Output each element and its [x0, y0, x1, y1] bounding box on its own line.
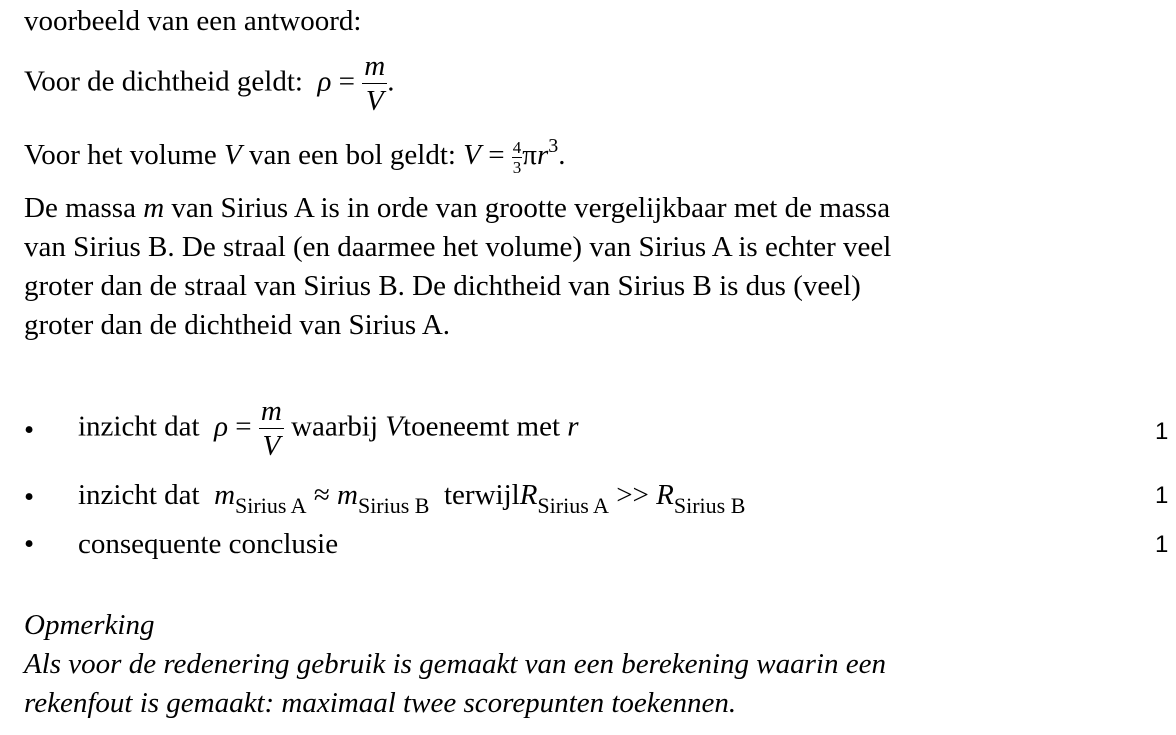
subscript: Sirius A: [537, 493, 609, 518]
subscript: Sirius B: [673, 493, 746, 518]
volume-var: V: [385, 410, 404, 443]
equals-sign: =: [235, 410, 252, 443]
criterion-1: [78, 397, 579, 461]
fraction-denominator: V: [362, 83, 387, 116]
volume-mid: van een bol geldt:: [249, 139, 456, 171]
rho-symbol: ρ: [317, 65, 332, 98]
paragraph-line-2: van Sirius B. De straal (en daarmee het volume) van Sirius A is echter veel: [24, 231, 892, 263]
fraction-numerator: m: [364, 50, 386, 82]
bullet-1: •: [24, 414, 35, 446]
equals-sign: =: [488, 139, 505, 171]
period: .: [387, 65, 395, 98]
pi-symbol: π: [522, 139, 537, 171]
paragraph-line-1: [24, 191, 890, 226]
criterion-text: inzicht dat: [78, 410, 200, 443]
mass-var: m: [337, 479, 358, 511]
criterion-2: [78, 478, 746, 518]
radius-var: R: [656, 479, 674, 511]
exponent: 3: [548, 135, 559, 157]
subscript: Sirius A: [235, 493, 307, 518]
intro-label: voorbeeld van een antwoord:: [24, 5, 362, 37]
remark-line-1: Als voor de redenering gebruik is gemaakt van een berekening waarin een: [24, 648, 886, 680]
density-fraction: [362, 52, 387, 116]
density-prefix: Voor de dichtheid geldt:: [24, 65, 303, 98]
paragraph-line-4: groter dan de dichtheid van Sirius A.: [24, 309, 451, 341]
criterion-text: inzicht dat: [78, 479, 200, 511]
four-thirds-fraction: [512, 139, 523, 176]
bullet-2: •: [24, 481, 35, 513]
mass-var: m: [214, 479, 236, 511]
score-1: 1: [1155, 418, 1169, 445]
equals-sign: =: [338, 65, 355, 98]
remark-line-2: rekenfout is gemaakt: maximaal twee scorepunten toekennen.: [24, 687, 737, 719]
volume-lhs: V: [463, 139, 481, 171]
criterion-3: consequente conclusie: [78, 528, 339, 560]
score-3: 1: [1155, 531, 1169, 558]
approx-sign: ≈: [313, 479, 330, 511]
fraction-numerator: m: [260, 395, 282, 427]
remark-heading: Opmerking: [24, 609, 155, 641]
mass-var: m: [143, 192, 165, 224]
fraction-denominator: 3: [512, 157, 522, 177]
paragraph-text: De massa: [24, 192, 136, 224]
radius-var: r: [567, 410, 579, 443]
period: .: [558, 139, 566, 171]
criterion-text: terwijl: [443, 479, 520, 511]
fraction-numerator: 4: [512, 137, 522, 157]
paragraph-line-3: groter dan de straal van Sirius B. De dichtheid van Sirius B is dus (veel): [24, 270, 861, 302]
criterion-text: toeneemt met: [403, 410, 561, 443]
subscript: Sirius B: [357, 493, 430, 518]
radius-var: R: [519, 479, 538, 511]
radius-var: r: [536, 139, 549, 171]
bullet-3: •: [24, 528, 35, 560]
fraction-denominator: V: [259, 428, 284, 461]
score-2: 1: [1155, 482, 1169, 509]
much-greater-sign: >>: [616, 479, 649, 511]
criterion-text: waarbij: [291, 410, 379, 443]
paragraph-text: van Sirius A is in orde van grootte vergelijkbaar met de massa: [171, 192, 891, 224]
rho-symbol: ρ: [214, 410, 229, 443]
volume-prefix: Voor het volume: [24, 139, 217, 171]
volume-var: V: [224, 139, 242, 171]
volume-formula-line: [24, 135, 566, 177]
density-fraction: [259, 397, 284, 461]
density-formula-line: [24, 52, 394, 116]
